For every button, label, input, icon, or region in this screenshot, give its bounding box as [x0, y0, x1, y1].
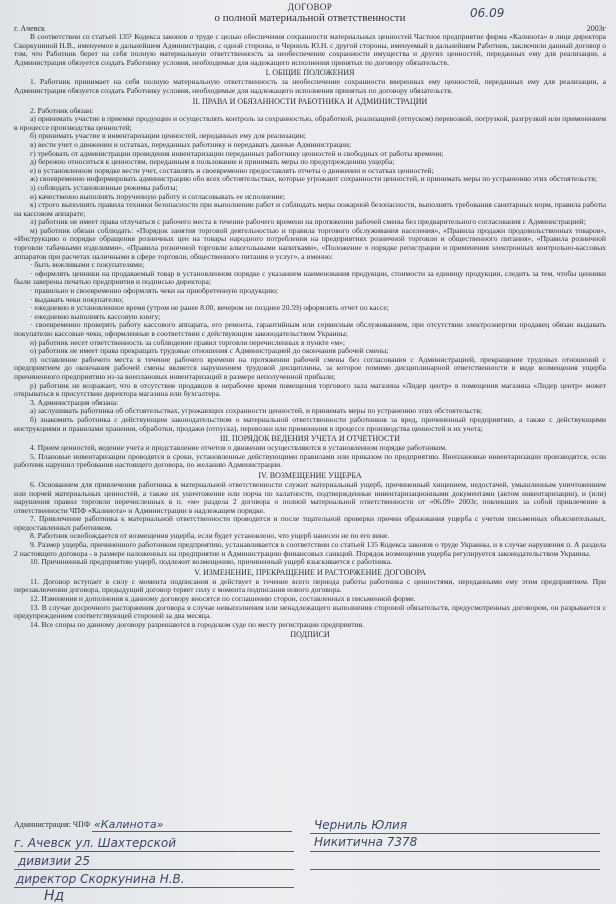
doc-title-small: ДОГОВОР: [287, 2, 333, 12]
handwritten-date: 06.09: [470, 6, 505, 20]
worker-line-2: [310, 851, 600, 852]
year-suffix: 2003г: [586, 24, 606, 33]
section-title: IV. ВОЗМЕЩЕНИЕ УЩЕРБА: [258, 470, 362, 480]
address-line-1: [14, 851, 294, 852]
section-paragraph: а) принимать участие в приемке продукции и осуществлять контроль за сохранностью, обработкой, реализацией (отпуском) перевозкой, погрузкой, разгрузкой или применением в процессе производства ценностей;: [14, 114, 606, 132]
section-title: II. ПРАВА И ОБЯЗАННОСТИ РАБОТНИКА И АДМИНИСТРАЦИИ: [192, 96, 428, 106]
sections-container: [14, 68, 606, 629]
section-paragraph: · выдавать чеки покупателю;: [30, 294, 124, 304]
section-paragraph: 2. Работник обязан:: [30, 105, 94, 115]
section-paragraph: 9. Размер ущерба, причиненного работником предприятию, устанавливается в соответствии со статьей 135 Кодекса законов о труде Украины, и в случае нарушения п. А раздела 2 настоящего договора - в размере наложенных на предприятие и Администрацию финансовых санкций. Порядок возмещения ущерба регулируется законодательством Украины.: [14, 540, 606, 558]
section-paragraph: р) работник не возражает, что в отсутствие продавцов в нерабочее время помещения торгового зала магазина «Лидер центр» в помещения магазина «Лидер центр» может открываться в присутствии директора магазина или бухгалтера.: [14, 380, 606, 399]
section-paragraph: и) качественно выполнять порученную работу и согласовывать ее исполнение;: [30, 191, 285, 201]
admin-company-handwriting: «Калинота»: [94, 818, 164, 831]
section-paragraph: л) работник не имеет права отлучаться с рабочего места в течение рабочего времени на протяжении рабочей смены без предварительного согласования с Администрацией;: [30, 217, 586, 227]
worker-signature-handwriting: Никитична 7378: [314, 835, 418, 849]
section-paragraph: · правильно и своевременно оформлять чеки на приобретенную продукцию;: [30, 286, 278, 296]
section-paragraph: з) соблюдать установленные режимы работы;: [30, 182, 178, 192]
section-paragraph: ж) своевременно информировать администрацию обо всех обстоятельствах, которые угрожают сохранности ценностей, и принимать меры по устранению этих обстоятельств;: [30, 174, 597, 184]
section-paragraph: 14. Все споры по данному договору разрешаются в городском суде по месту регистрации предприятия.: [30, 619, 365, 629]
signature-block: [14, 818, 606, 904]
section-paragraph: 10. Причиненный предприятию ущерб, подлежит возмещению, причиненный ущерб взыскивается с работника.: [30, 557, 392, 567]
worker-line-3: [310, 869, 600, 870]
section-paragraph: е) в установленном порядке вести учет, составлять и своевременно предоставлять отчеты о движении и остатках ценностей;: [30, 165, 434, 175]
section-title: V. ИЗМЕНЕНИЕ, ПРЕКРАЩЕНИЕ И РАСТОРЖЕНИЕ ДОГОВОРА: [194, 567, 426, 577]
contract-body: [14, 2, 606, 640]
section-paragraph: в) вести учет о движении и остатках, переданных работнику и передавать данные Администрации;: [30, 139, 352, 149]
section-paragraph: м) работник обязан соблюдать: «Порядок занятия торговой деятельностью и правила торгового обслуживания населения», «Правила продажи продовольственных товаров», «Инструкцию о порядке обращения розничных цен на товары народного потребления на предприятиях розничной торговли и общественного питания», «Правила розничной торговли табачными изделиями», «Правила розничной торговли алкогольными напитками», «Положение о порядке регистрации и применения электронных контрольно-кассовых аппаратов при расчетах наличными в сфере торговли, общественного питания и услуг», а именно:: [14, 225, 606, 261]
section-title: III. ПОРЯДОК ВЕДЕНИЯ УЧЕТА И ОТЧЕТНОСТИ: [220, 434, 400, 444]
intro-paragraph: В соответствии со статьей 135¹ Кодекса законов о труде с целью обеспечения сохранности материальных ценностей Частное предприятие фирма «Калинота» в лице директора Скоркуниной Н.В., именуемое в дальнейшем Администрация, с одной стороны, и Черниль Ю.Н. с другой стороны, именуемый в дальнейшем Работник, заключили данный договор о том, что Работник берет на себя полную материальную ответственность за необеспечение сохранности имущества и других ценностей, переданных ему для реализации, а Администрация обязуется создать Работнику условия, необходимые для надежащего исполнения принятых по договору обязательств.: [14, 32, 606, 67]
section-paragraph: 12. Изменения и дополнения к данному договору вносятся по соглашению сторон, составленных в письменной форме.: [30, 594, 416, 604]
section-paragraph: · ежедневно в установленное время (утром не ранее 8.00, вечером не позднее 20.59) оформлять отчет по кассе;: [30, 303, 389, 313]
section-paragraph: п) оставление рабочего места в течение рабочего времени на протяжении рабочей смены без согласования с Администрацией, прекращение трудовых отношений с предприятием до окончания рабочей смены является нарушением трудовой дисциплины, за которое помимо дисциплинарной ответственности в виде возмещения ущерба причиненного предприятию из-за внеплановых инвентаризаций в размере неполученной прибыли;: [14, 354, 606, 381]
section-paragraph: · своевременно проверять работу кассового аппарата, его ремонта, гарантийным или сервисным обслуживанием, при отсутствии электроэнергии продавец обязан выдавать покупателю кассовые чеки, оформленные в соответствии с действующим законодательством Украины;: [14, 320, 606, 338]
address-line-2: [14, 869, 294, 870]
section-paragraph: · ежедневно выполнять кассовую книгу;: [30, 311, 161, 321]
section-paragraph: б) знакомить работника с действующим законодательством о материальной ответственности работников за вред, причиненный предприятию, а также с действующими инструкциями и правилами хранения, обработки, продажи (отпуска), перевозки или применения в процессе производства ценностей и их учета;: [14, 414, 606, 433]
address-handwriting-1: г. Ачевск ул. Шахтерской: [14, 836, 177, 850]
signatures-title: ПОДПИСИ: [290, 630, 330, 640]
section-paragraph: 1. Работник принимает на себя полную материальную ответственность за необеспечение сохранности вверенных ему ценностей, переданных ему для реализации, а Администрация обязуется создать Работнику условия, необходимые для надлежащего исполнения принятых по договору обязательств.: [14, 77, 606, 95]
section-paragraph: 7. Привлечение работника к материальной ответственности проводится и после тщательной проверки причин образования ущерба с учетом письменных объяснительных, предоставленных работником.: [14, 514, 606, 532]
worker-line-1: [310, 833, 600, 834]
section-paragraph: д) бережно относиться к ценностям, переданным в пользование и принимать меры по предупреждению ущерба;: [30, 157, 395, 167]
section-paragraph: 5. Плановые инвентаризации проводятся в сроки, установленные действующими правилами или приказом по предприятию. Внеплановые инвентаризации производятся, если работник нарушил требования настоящего договора, по желанию Администрации.: [14, 451, 606, 470]
worker-name-handwriting: Черниль Юлия: [314, 818, 408, 832]
section-paragraph: 6. Основанием для привлечения работника к материальной ответственности служит материальный ущерб, причиненный хищением, недостачей, умышленным уничтожением или порчей материальных ценностей, а также их уничтожение или порча по халатности, подтвержденные инвентаризационными документами (актом инвентаризации), и (или) нарушения правил торговли перечисленных в п. «м» раздела 2 договора о полной материальной ответственности от «06.09» 2003г, повлекших за собой привлечение к ответственности ЧПФ «Калинота» и Администрации в надлежащем порядке.: [14, 479, 606, 515]
section-paragraph: · оформлять ценники на продаваемый товар в установленном порядке с указанием наименования продукции, стоимости за единицу продукции, следить за тем, чтобы ценники были заверены печатью предприятия и подписью директора;: [14, 268, 606, 287]
section-paragraph: 4. Прием ценностей, ведение учета и представление отчетов о движении осуществляются в установленном порядке работником.: [30, 443, 447, 453]
section-paragraph: · быть вежливыми с покупателями;: [30, 260, 145, 270]
section-paragraph: 13. В случае досрочного расторжения договора в случае невыполнения или ненадлежащего выполнения стороной обязательств, предусмотренных договором, он разрывается с предупреждением соответствующей стороной за два месяца.: [14, 602, 606, 621]
section-paragraph: б) принимать участие в инвентаризации ценностей, переданных ему для реализации;: [30, 131, 306, 141]
director-initials: Нд: [44, 888, 65, 904]
section-paragraph: к) строго выполнять правила техники безопасности при выполнении работ и соблюдать меры пожарной безопасности, выполнять требования санитарных норм, правила работы на кассовом аппарате;: [14, 200, 606, 218]
admin-label: Администрация: ЧПФ: [14, 820, 91, 829]
section-paragraph: 3. Администрация обязана:: [30, 397, 119, 407]
city: г. Ачевск: [14, 24, 45, 33]
admin-sign-line: [92, 831, 292, 832]
director-handwriting: директор Скоркунина Н.В.: [16, 872, 185, 886]
section-paragraph: 11. Договор вступает в силу с момента подписания и действует в течение всего периода работы работника с ценностями, переданными ему этим предприятием. При перезаключении договора, предыдущий договор теряет силу с момента подписания нового договора.: [14, 576, 606, 595]
section-title: I. ОБЩИЕ ПОЛОЖЕНИЯ: [265, 68, 355, 78]
section-paragraph: 8. Работник освобождается от возмещения ущерба, если будет установлено, что ущерб нанесен не по его вине.: [30, 531, 390, 541]
doc-title: о полной материальной ответственности: [214, 12, 406, 24]
address-handwriting-2: дивизии 25: [18, 854, 91, 868]
section-paragraph: а) заслушивать работника об обстоятельствах, угрожающих сохранности ценностей, и принимать меры по устранению этих обстоятельств;: [30, 406, 483, 416]
section-paragraph: о) работник не имеет права прекращать трудовые отношения с Администрацией до окончания рабочей смены;: [30, 346, 389, 356]
section-paragraph: н) работник несет ответственность за соблюдение правил торговли перечисленных в пункте «м»;: [30, 337, 346, 347]
section-paragraph: г) требовать от администрации проведения инвентаризации переданных работнику ценностей и свободных от работы времени;: [30, 148, 444, 158]
